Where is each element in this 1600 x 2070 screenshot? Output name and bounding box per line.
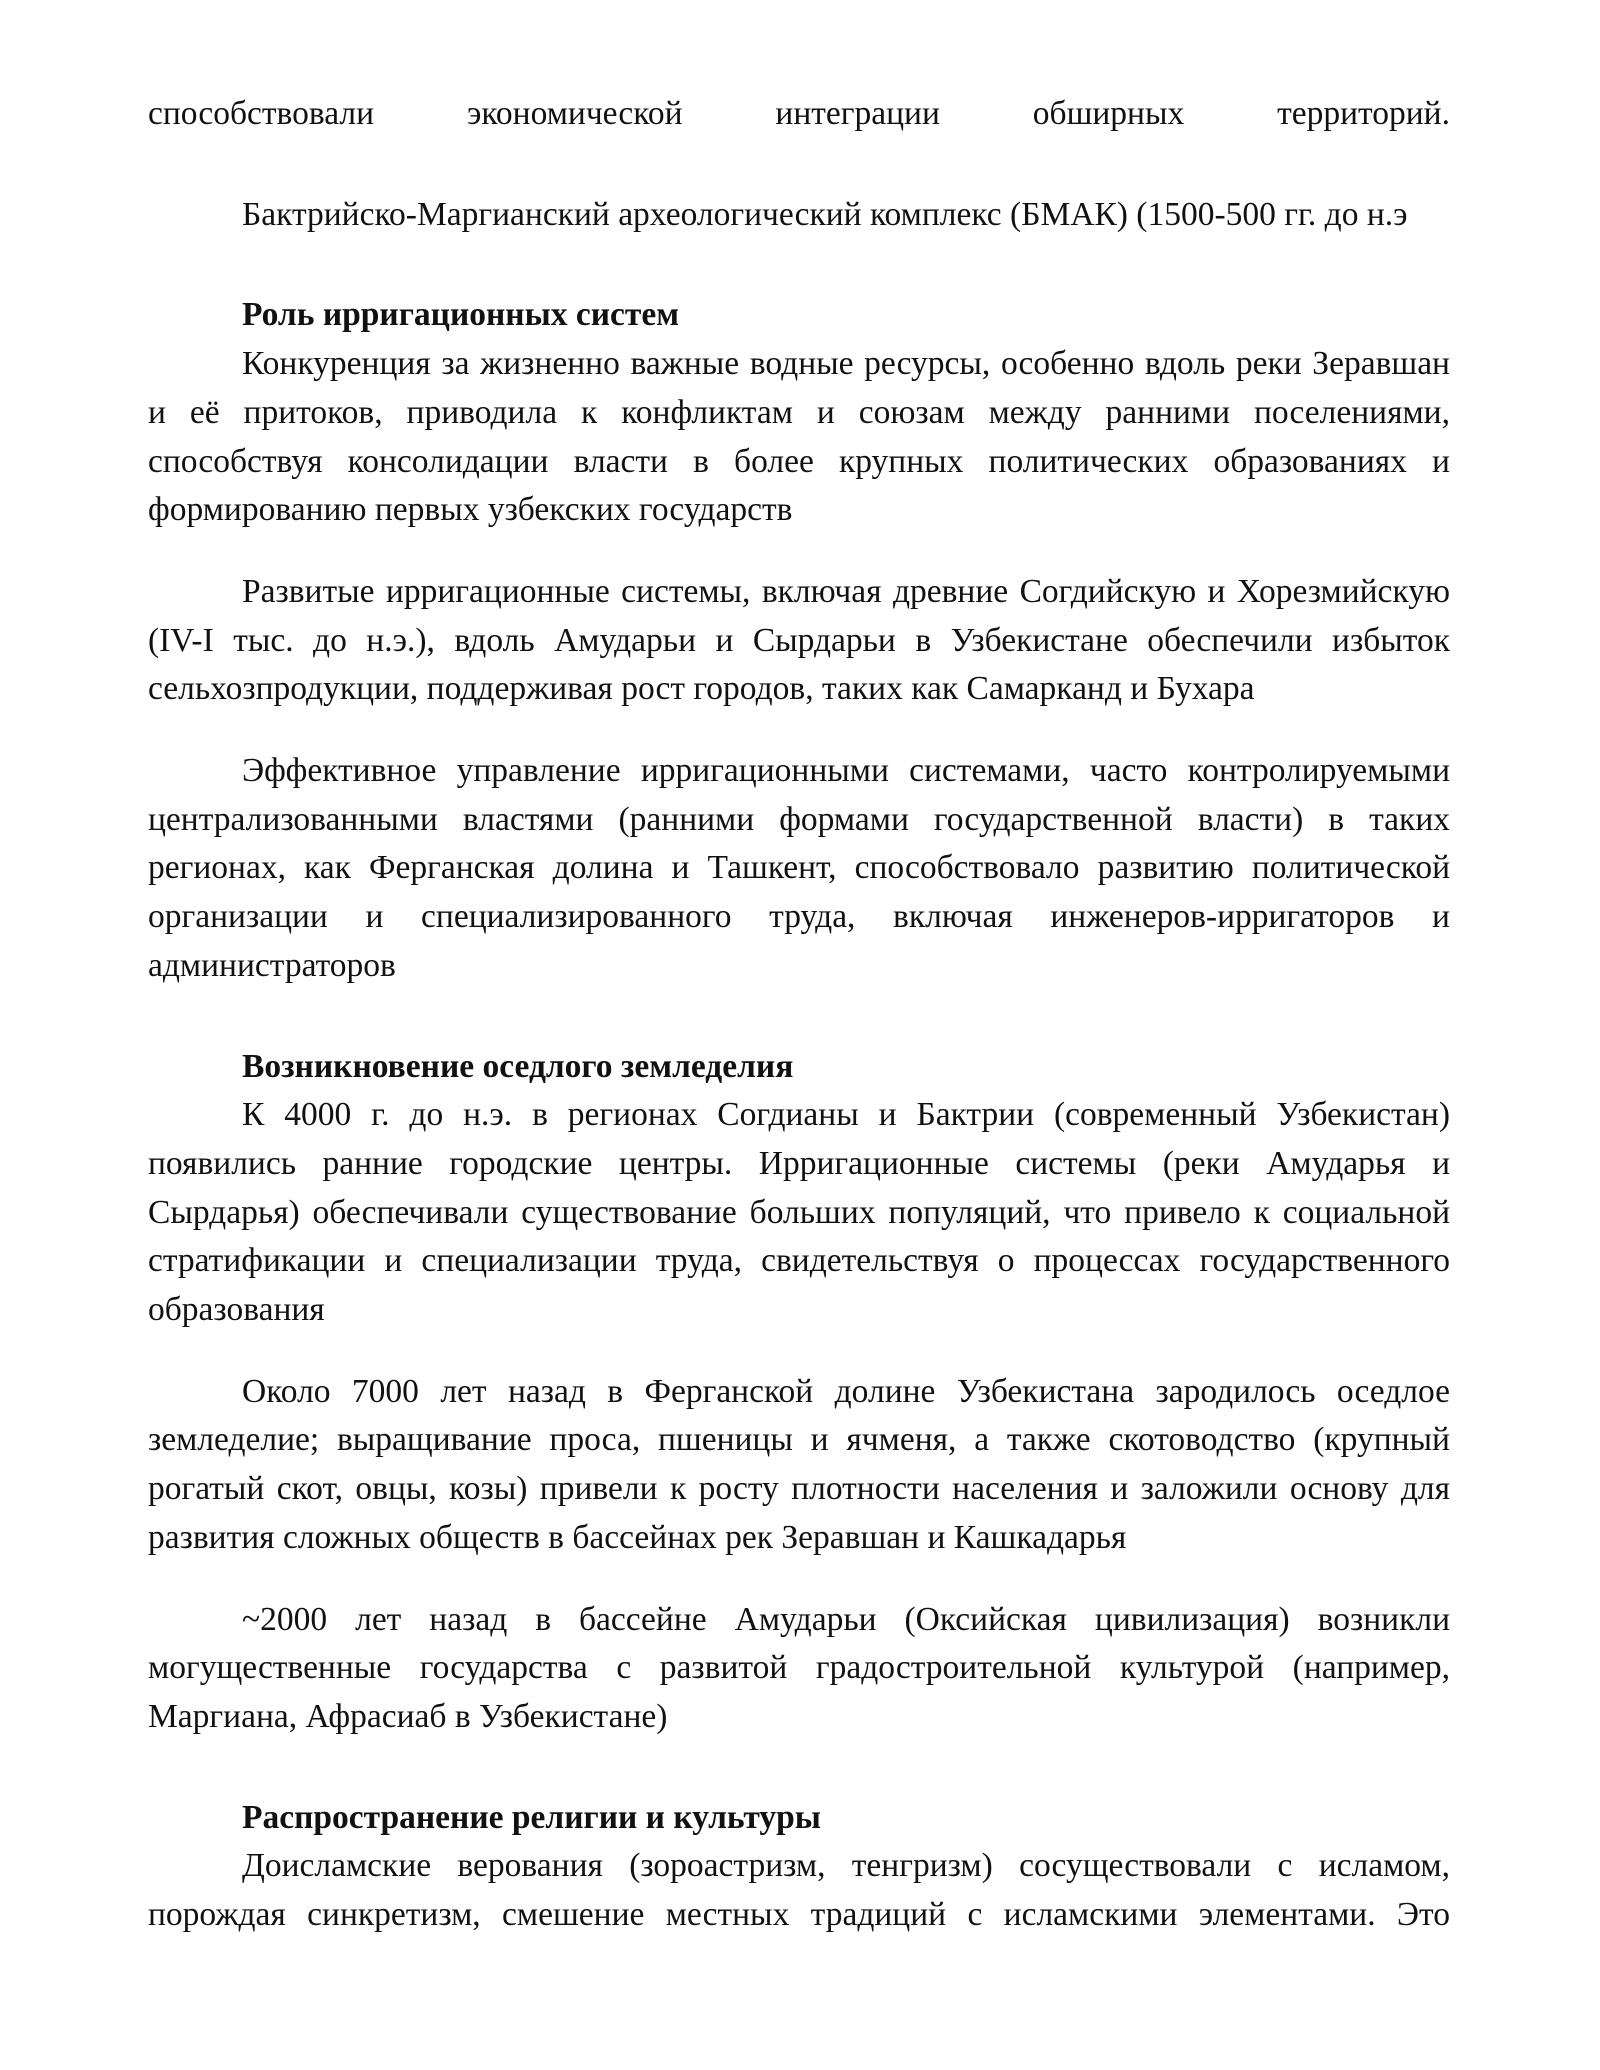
heading-religion: Распространение религии и культуры — [242, 1798, 821, 1836]
paragraph-religion-1: Доисламские верования (зороастризм, тенгризм) сосуществовали с исламом, порождая синкретизм, смешение местных традиций с исламскими элементами. Это — [148, 1847, 1450, 1934]
heading-agriculture: Возникновение оседлого земледелия — [242, 1047, 794, 1085]
paragraph-agriculture-3: ~2000 лет назад в бассейне Амударьи (Оксийская цивилизация) возникли могущественные государства с развитой градостроительной культурой (например, Маргиана, Афрасиаб в Узбекистане) — [148, 1600, 1450, 1735]
paragraph-continuation: способствовали экономической интеграции обширных территорий. — [148, 95, 1450, 132]
paragraph-irrigation-1: Конкуренция за жизненно важные водные ресурсы, особенно вдоль реки Зеравшан и её притоков, приводила к конфликтам и союзам между ранними поселениями, способствуя консолидации власти в более крупных политических образованиях и формированию первых узбекских государств — [148, 345, 1450, 529]
paragraph-bmak: Бактрийско-Маргианский археологический комплекс (БМАК) (1500-500 гг. до н.э — [242, 195, 1408, 233]
paragraph-irrigation-2: Развитые ирригационные системы, включая древние Согдийскую и Хорезмийскую (IV-I тыс. до н.э.), вдоль Амударьи и Сырдарьи в Узбекистане обеспечили избыток сельхозпродукции, поддерживая рост городов, таких как Самарканд и Бухара — [148, 572, 1450, 708]
paragraph-agriculture-1: К 4000 г. до н.э. в регионах Согдианы и Бактрии (современный Узбекистан) появились ранние городские центры. Ирригационные системы (реки Амударья и Сырдарья) обеспечивали существование больших популяций, что привело к социальной стратификации и специализации труда, свидетельствуя о процессах государственного образования — [148, 1096, 1450, 1329]
paragraph-agriculture-2: Около 7000 лет назад в Ферганской долине Узбекистана зародилось оседлое земледелие; выращивание проса, пшеницы и ячменя, а также скотоводство (крупный рогатый скот, овцы, козы) привели к росту плотности населения и заложили основу для развития сложных обществ в бассейнах рек Зеравшан и Кашкадарья — [148, 1372, 1450, 1556]
heading-irrigation: Роль ирригационных систем — [242, 296, 680, 334]
paragraph-irrigation-3: Эффективное управление ирригационными системами, часто контролируемыми централизованными властями (ранними формами государственной власти) в таких регионах, как Ферганская долина и Ташкент, способствовало развитию политической организации и специализированного труда, включая инженеров-ирригаторов и администраторов — [148, 752, 1450, 984]
document-page — [148, 90, 1450, 1940]
